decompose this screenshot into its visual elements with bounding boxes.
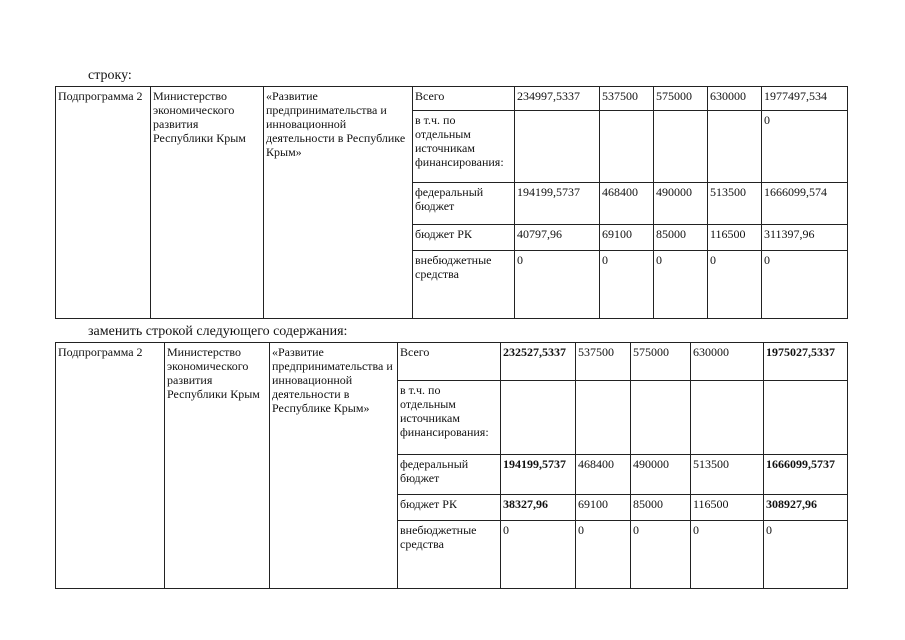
source-label-cell: внебюджетные средства xyxy=(413,251,515,319)
value-cell: 0 xyxy=(515,251,600,319)
source-label-cell: в т.ч. по отдельным источникам финансирования: xyxy=(398,381,501,455)
value-cell: 85000 xyxy=(631,495,691,521)
value-cell: 69100 xyxy=(600,225,654,251)
value-cell: 468400 xyxy=(600,183,654,225)
value-cell xyxy=(576,381,631,455)
source-label-cell: Всего xyxy=(398,343,501,381)
new-budget-table xyxy=(55,342,848,589)
subprogram-title-cell: «Развитие предпринимательства и инновационной деятельности в Республике Крым» xyxy=(264,87,413,319)
value-cell: 537500 xyxy=(600,87,654,111)
value-cell: 234997,5337 xyxy=(515,87,600,111)
value-cell: 490000 xyxy=(631,455,691,495)
value-cell: 40797,96 xyxy=(515,225,600,251)
value-cell: 194199,5737 xyxy=(515,183,600,225)
executor-cell: Министерство экономического развития Республики Крым xyxy=(165,343,270,589)
value-cell xyxy=(600,111,654,183)
source-label-cell: в т.ч. по отдельным источникам финансирования: xyxy=(413,111,515,183)
value-cell: 0 xyxy=(708,251,762,319)
source-label-cell: федеральный бюджет xyxy=(398,455,501,495)
value-cell: 513500 xyxy=(691,455,764,495)
source-label-cell: внебюджетные средства xyxy=(398,521,501,589)
total-value-cell: 1666099,5737 xyxy=(764,455,848,495)
program-name-cell: Подпрограмма 2 xyxy=(56,343,165,589)
value-cell: 232527,5337 xyxy=(501,343,576,381)
value-cell xyxy=(515,111,600,183)
value-cell xyxy=(708,111,762,183)
total-value-cell: 1975027,5337 xyxy=(764,343,848,381)
value-cell: 69100 xyxy=(576,495,631,521)
value-cell: 0 xyxy=(631,521,691,589)
value-cell: 0 xyxy=(576,521,631,589)
executor-cell: Министерство экономического развития Республики Крым xyxy=(151,87,264,319)
value-cell xyxy=(631,381,691,455)
value-cell: 630000 xyxy=(708,87,762,111)
value-cell: 630000 xyxy=(691,343,764,381)
source-label-cell: федеральный бюджет xyxy=(413,183,515,225)
value-cell: 116500 xyxy=(691,495,764,521)
total-value-cell: 1666099,574 xyxy=(762,183,848,225)
program-name-cell: Подпрограмма 2 xyxy=(56,87,151,319)
heading-replace-row: строку: xyxy=(88,68,132,83)
value-cell: 575000 xyxy=(631,343,691,381)
total-value-cell: 0 xyxy=(762,111,848,183)
value-cell: 575000 xyxy=(654,87,708,111)
total-value-cell xyxy=(764,381,848,455)
value-cell: 194199,5737 xyxy=(501,455,576,495)
value-cell: 85000 xyxy=(654,225,708,251)
value-cell: 468400 xyxy=(576,455,631,495)
total-value-cell: 0 xyxy=(762,251,848,319)
value-cell: 0 xyxy=(691,521,764,589)
source-label-cell: бюджет РК xyxy=(398,495,501,521)
total-value-cell: 311397,96 xyxy=(762,225,848,251)
value-cell: 0 xyxy=(600,251,654,319)
value-cell: 490000 xyxy=(654,183,708,225)
value-cell xyxy=(691,381,764,455)
source-label-cell: Всего xyxy=(413,87,515,111)
subprogram-title-cell: «Развитие предпринимательства и инновационной деятельности в Республике Крым» xyxy=(270,343,398,589)
value-cell: 513500 xyxy=(708,183,762,225)
source-label-cell: бюджет РК xyxy=(413,225,515,251)
value-cell: 0 xyxy=(501,521,576,589)
total-value-cell: 308927,96 xyxy=(764,495,848,521)
value-cell: 116500 xyxy=(708,225,762,251)
heading-replacement-content: заменить строкой следующего содержания: xyxy=(88,324,348,339)
total-value-cell: 0 xyxy=(764,521,848,589)
total-value-cell: 1977497,534 xyxy=(762,87,848,111)
value-cell: 537500 xyxy=(576,343,631,381)
value-cell: 0 xyxy=(654,251,708,319)
value-cell xyxy=(654,111,708,183)
value-cell xyxy=(501,381,576,455)
value-cell: 38327,96 xyxy=(501,495,576,521)
old-budget-table xyxy=(55,86,848,319)
